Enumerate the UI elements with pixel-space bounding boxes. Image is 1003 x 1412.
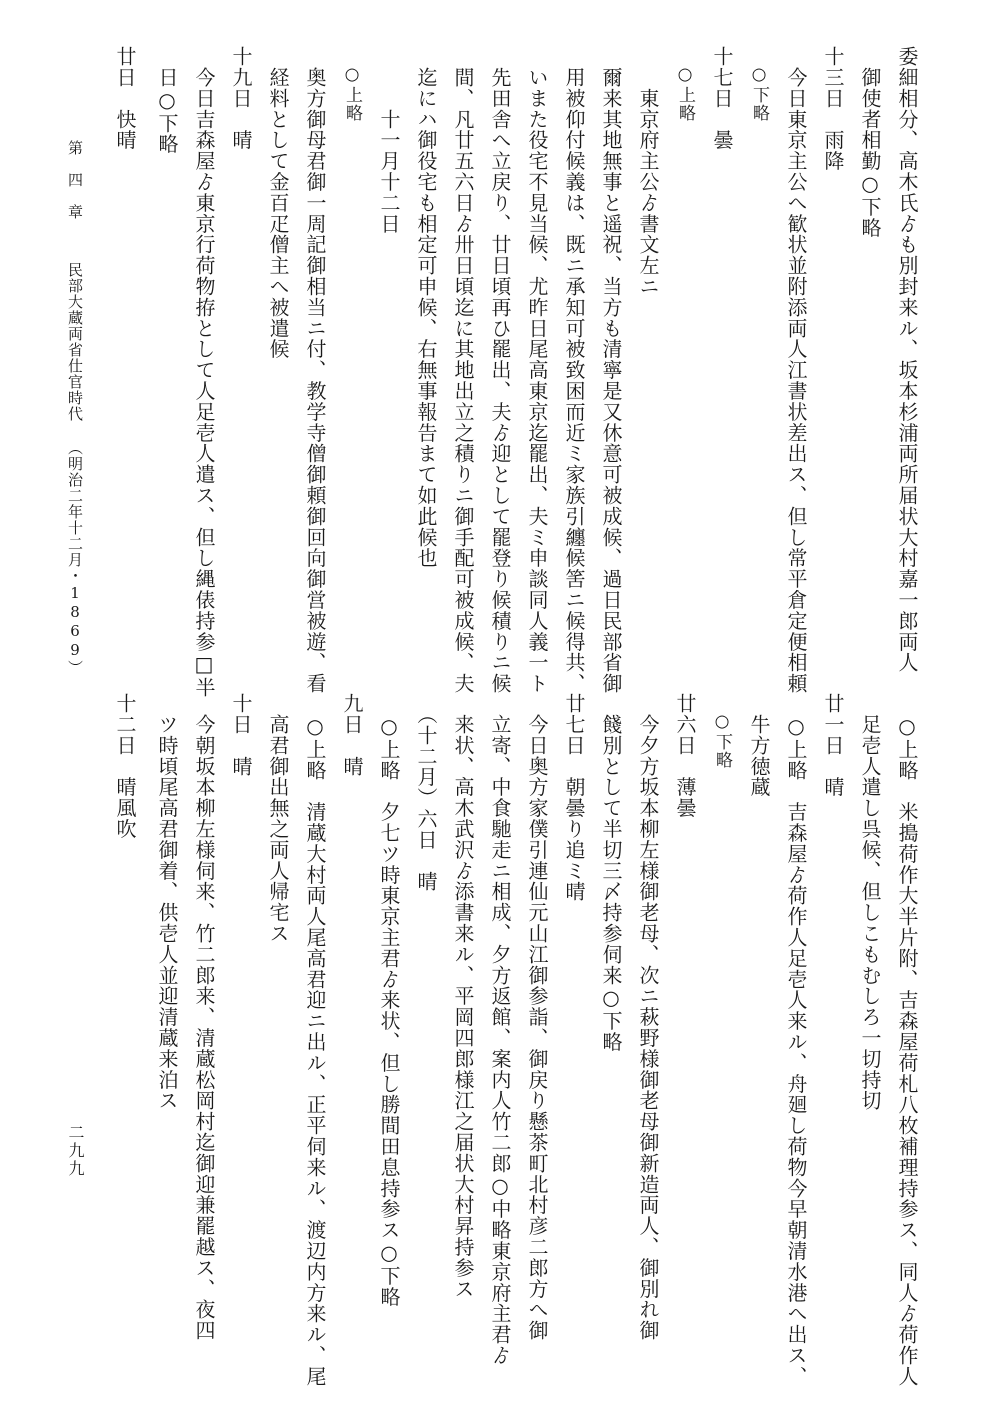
entry-date: （十二月）六日 晴 (414, 693, 438, 892)
text-column: 今日吉森屋ゟ東京行荷物拵として人足壱人遣ス、但し縄俵持参□半 (192, 46, 216, 698)
omission-note: ○上略 (342, 46, 362, 123)
entry-date: 廿一日 晴 (821, 693, 845, 798)
text-column: 御使者相勤○下略 (858, 46, 882, 239)
text-column: 日○下略 (155, 46, 179, 155)
text-column: 餞別として半切三〆持参伺来○下略 (599, 693, 623, 1053)
entry-date: 廿七日 朝曇り追ミ晴 (562, 693, 586, 902)
text-column: 委細相分、高木氏ゟも別封来ル、坂本杉浦両所届状大村嘉一郎両人 (895, 46, 919, 673)
section-title: 民部大蔵両省仕官時代 (66, 262, 84, 422)
text-column: 高君御出無之両人帰宅ス (266, 693, 290, 944)
omission-note: ○下略 (712, 693, 732, 770)
entry-date: 九日 晴 (340, 693, 364, 777)
text-column: 経料として金百疋僧主へ被遣候 (266, 46, 290, 360)
text-column: ○上略 米搗荷作大半片附、吉森屋荷札八枚補理持参ス、同人ゟ荷作人 (895, 693, 919, 1387)
entry-date: 十三日 雨降 (821, 46, 845, 172)
entry-date: 十九日 晴 (229, 46, 253, 151)
chapter-label: 第 四 章 (66, 140, 84, 220)
letter-column: 用被仰付候義は、既ニ承知可被致困而近ミ家族引纏候筈ニ候得共、 (562, 46, 586, 694)
entry-date: 廿日 快晴 (113, 46, 137, 151)
entry-date: 十日 晴 (229, 693, 253, 777)
letter-date: 十一月十二日 (377, 46, 401, 235)
letter-column: 間、凡廿五六日ゟ卅日頃迄に其地出立之積りニ御手配可被成候、夫 (451, 46, 475, 694)
text-column: 今日東京主公へ歓状並附添両人江書状差出ス、但し常平倉定便相頼 (784, 46, 808, 694)
text-column: 東京府主公ゟ書文左ニ (636, 46, 660, 297)
letter-column: 先田舎へ立戻り、廿日頃再ひ罷出、夫ゟ迎として罷登り候積りニ候 (488, 46, 512, 694)
text-column: 来状、高木武沢ゟ添書来ル、平岡四郎様江之届状大村昇持参ス (451, 693, 475, 1300)
text-column: ツ時頃尾高君御着、供壱人並迎清蔵来泊ス (155, 693, 179, 1111)
date-range: （明治二年十二月・1869） (66, 440, 84, 676)
text-column: 足壱人遣し呉候、但しこもむしろ一切持切 (858, 693, 882, 1111)
entry-date: 十七日 曇 (710, 46, 734, 151)
text-column: 牛方徳蔵 (747, 693, 771, 798)
text-column: 奥方御母君御一周記御相当ニ付、教学寺僧御頼御回向御営被遊、看 (303, 46, 327, 694)
text-column: 今日奥方家僕引連仙元山江御参詣、御戻り懸茶町北村彦二郎方へ御 (525, 693, 549, 1341)
entry-date: 廿六日 薄曇 (673, 693, 697, 819)
text-column: ○上略 吉森屋ゟ荷作人足壱人来ル、舟廻し荷物今早朝清水港へ出ス、 (784, 693, 808, 1387)
letter-column: 爾来其地無事と遥祝、当方も清寧是又休意可被成候、過日民部省御 (599, 46, 623, 694)
page-number: 二九九 (66, 1124, 85, 1178)
text-column: 今朝坂本柳左様伺来、竹二郎来、清蔵松岡村迄御迎兼罷越ス、夜四 (192, 693, 216, 1341)
letter-column: 迄にハ御役宅も相定可申候、右無事報告まて如此候也 (414, 46, 438, 569)
text-column: 今夕方坂本柳左様御老母、次ニ萩野様御老母御新造両人、御別れ御 (636, 693, 660, 1341)
omission-note: ○上略 (675, 46, 695, 123)
text-column: ○上略 夕七ツ時東京主君ゟ来状、但し勝間田息持参ス○下略 (377, 693, 401, 1308)
letter-column: いまた役宅不見当候、尤昨日尾高東京迄罷出、夫ミ申談同人義一ト (525, 46, 549, 694)
text-column: 立寄、中食馳走ニ相成、夕方返館、案内人竹二郎○中略東京府主君ゟ (488, 693, 512, 1366)
entry-date: 十二日 晴風吹 (113, 693, 137, 840)
omission-note: ○下略 (749, 46, 769, 123)
text-column: ○上略 清蔵大村両人尾高君迎ニ出ル、正平伺来ル、渡辺内方来ル、尾 (303, 693, 327, 1387)
